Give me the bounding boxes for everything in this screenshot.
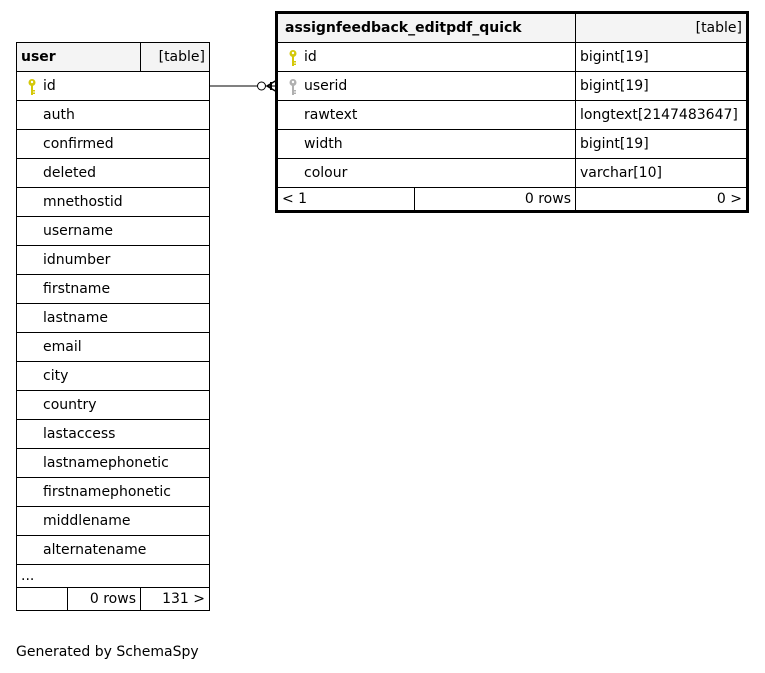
quick-table-header — [278, 14, 747, 43]
table-row[interactable] — [278, 159, 747, 188]
user-column-firstname[interactable] — [17, 275, 210, 304]
quick-column-rawtext[interactable] — [278, 101, 576, 130]
user-table-header — [17, 43, 210, 72]
column-type: longtext[2147483647] — [576, 101, 747, 130]
quick-column-width[interactable] — [278, 130, 576, 159]
table-row[interactable] — [17, 507, 210, 536]
user-column-firstnamephonetic[interactable] — [17, 478, 210, 507]
column-name: lastname — [43, 310, 108, 326]
user-column-username[interactable] — [17, 217, 210, 246]
user-footer-right[interactable]: 131 > — [141, 588, 210, 611]
user-table-more-row — [17, 565, 210, 588]
quick-table-name[interactable]: assignfeedback_editpdf_quick — [278, 14, 576, 43]
table-row[interactable] — [278, 130, 747, 159]
user-table-name[interactable]: user — [17, 43, 141, 72]
table-row[interactable] — [17, 391, 210, 420]
user-column-lastnamephonetic[interactable] — [17, 449, 210, 478]
column-name: confirmed — [43, 136, 114, 152]
user-column-id[interactable] — [17, 72, 210, 101]
user-table[interactable] — [16, 42, 210, 611]
user-column-country[interactable] — [17, 391, 210, 420]
primary-key-icon — [26, 78, 38, 96]
table-row[interactable] — [17, 420, 210, 449]
column-name: userid — [304, 78, 348, 94]
column-name: lastnamephonetic — [43, 455, 169, 471]
column-name: username — [43, 223, 113, 239]
column-type: bigint[19] — [576, 130, 747, 159]
column-name: width — [304, 136, 343, 152]
table-row[interactable] — [17, 362, 210, 391]
column-name: middlename — [43, 513, 131, 529]
column-name: id — [43, 78, 56, 94]
table-row[interactable] — [17, 246, 210, 275]
column-name: lastaccess — [43, 426, 116, 442]
table-row[interactable] — [17, 72, 210, 101]
quick-column-userid[interactable] — [278, 72, 576, 101]
table-row[interactable] — [278, 72, 747, 101]
quick-table-tag: [table] — [576, 14, 747, 43]
column-name: country — [43, 397, 97, 413]
table-row[interactable] — [17, 333, 210, 362]
column-name: deleted — [43, 165, 96, 181]
user-column-alternatename[interactable] — [17, 536, 210, 565]
table-row[interactable] — [17, 188, 210, 217]
column-name: id — [304, 49, 317, 65]
quick-column-colour[interactable] — [278, 159, 576, 188]
primary-key-icon — [287, 49, 299, 67]
quick-footer-right[interactable]: 0 > — [576, 188, 747, 211]
quick-footer-rows: 0 rows — [415, 188, 576, 211]
quick-column-id[interactable] — [278, 43, 576, 72]
user-column-city[interactable] — [17, 362, 210, 391]
user-column-email[interactable] — [17, 333, 210, 362]
table-row[interactable] — [278, 101, 747, 130]
zero-cardinality-circle — [258, 82, 266, 90]
column-name: firstname — [43, 281, 111, 297]
column-name: colour — [304, 165, 348, 181]
user-column-mnethostid[interactable] — [17, 188, 210, 217]
table-row[interactable] — [17, 449, 210, 478]
table-row[interactable] — [17, 275, 210, 304]
foreign-key-icon — [287, 78, 299, 96]
user-footer-rows: 0 rows — [68, 588, 141, 611]
user-column-idnumber[interactable] — [17, 246, 210, 275]
generated-by-caption: Generated by SchemaSpy — [16, 644, 199, 660]
column-name: mnethostid — [43, 194, 123, 210]
column-type: bigint[19] — [576, 72, 747, 101]
column-name: auth — [43, 107, 75, 123]
quick-table-footer — [278, 188, 747, 211]
table-row[interactable] — [278, 43, 747, 72]
column-name: alternatename — [43, 542, 147, 558]
table-row[interactable] — [17, 304, 210, 333]
user-column-lastaccess[interactable] — [17, 420, 210, 449]
column-name: rawtext — [304, 107, 358, 123]
table-row[interactable] — [17, 101, 210, 130]
assignfeedback-editpdf-quick-table[interactable] — [277, 13, 747, 211]
table-row[interactable] — [17, 217, 210, 246]
user-column-middlename[interactable] — [17, 507, 210, 536]
user-column-confirmed[interactable] — [17, 130, 210, 159]
user-footer-left — [17, 588, 68, 611]
user-column-lastname[interactable] — [17, 304, 210, 333]
table-row[interactable] — [17, 478, 210, 507]
column-name: idnumber — [43, 252, 111, 268]
user-table-footer — [17, 588, 210, 611]
column-name: city — [43, 368, 69, 384]
quick-footer-left[interactable]: < 1 — [278, 188, 415, 211]
user-table-tag: [table] — [141, 43, 210, 72]
user-column-deleted[interactable] — [17, 159, 210, 188]
table-row[interactable] — [17, 130, 210, 159]
user-column-auth[interactable] — [17, 101, 210, 130]
column-name: firstnamephonetic — [43, 484, 171, 500]
column-name: email — [43, 339, 82, 355]
more-columns-ellipsis: ... — [17, 565, 210, 588]
column-type: varchar[10] — [576, 159, 747, 188]
table-row[interactable] — [17, 159, 210, 188]
column-type: bigint[19] — [576, 43, 747, 72]
table-row[interactable] — [17, 536, 210, 565]
